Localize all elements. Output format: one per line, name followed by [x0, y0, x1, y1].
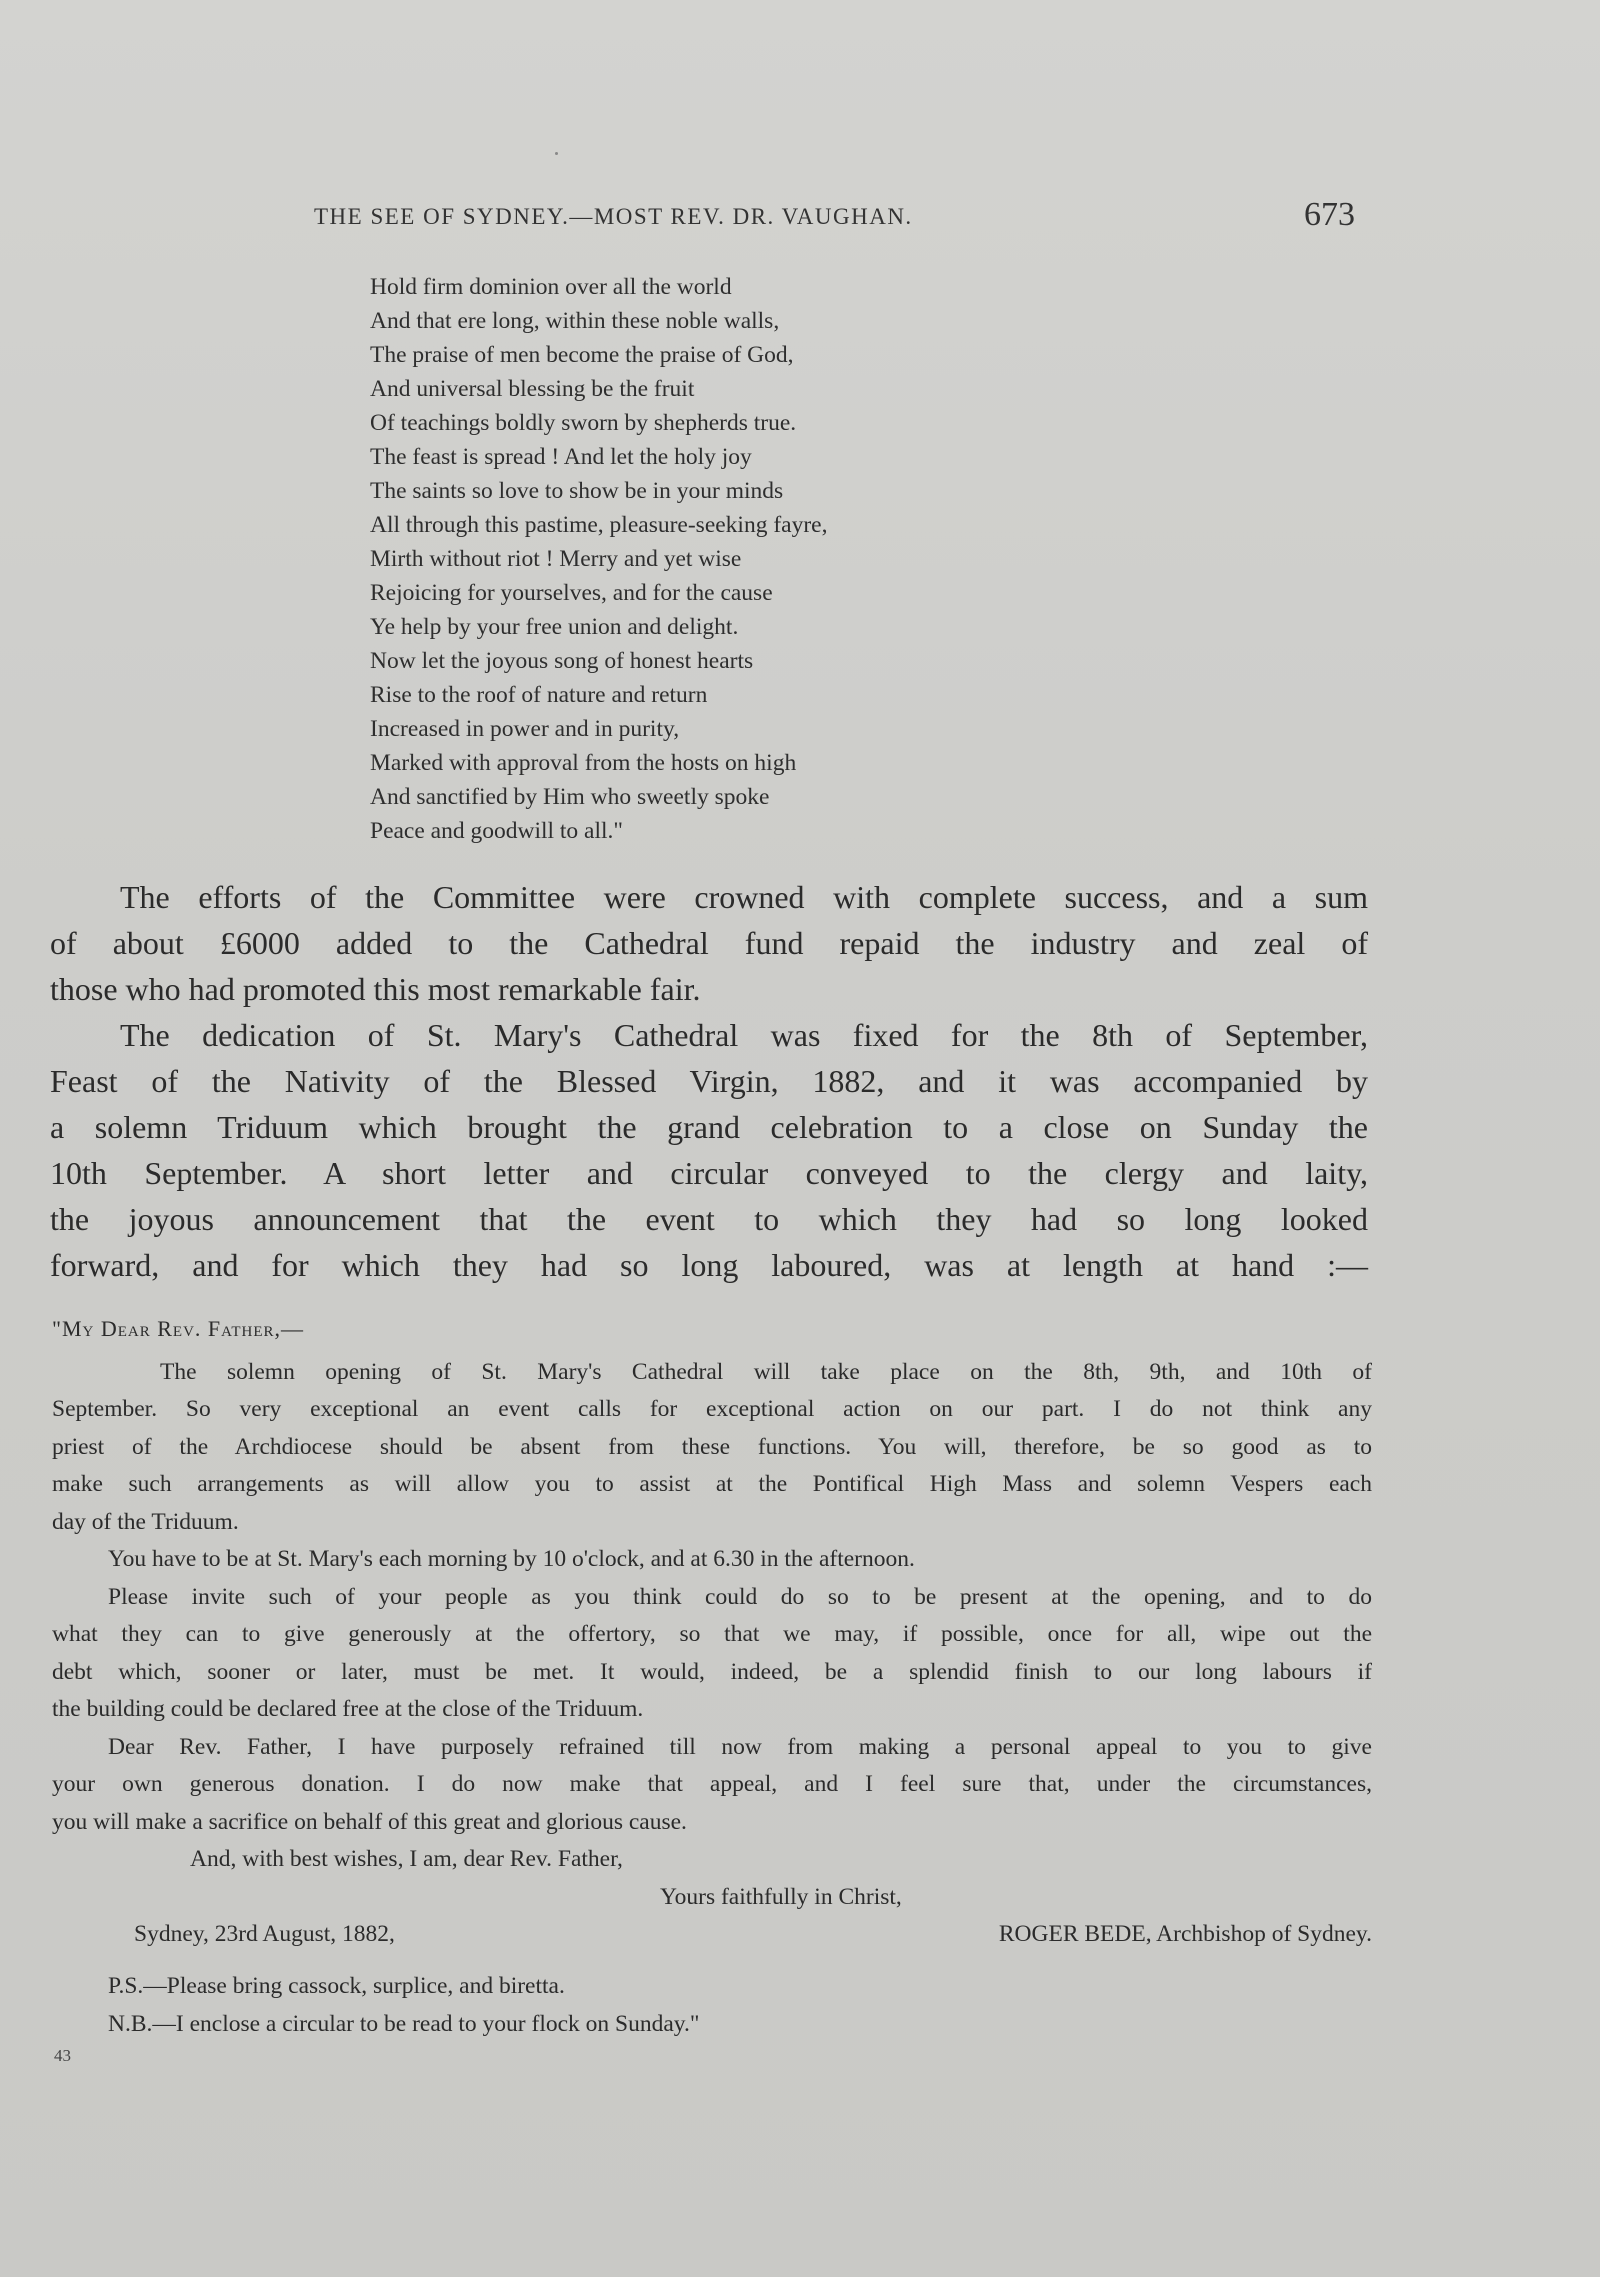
page-header — [0, 196, 1600, 236]
letter-line: You have to be at St. Mary's each morning by 10 o'clock, and at 6.30 in the afternoon. — [108, 1546, 915, 1572]
print-speck — [555, 152, 558, 155]
letter-line: what they can to give generously at the offertory, so that we may, if possible, once for all, wipe out the — [52, 1621, 1372, 1647]
poem-line: Rise to the roof of nature and return — [370, 682, 708, 708]
poem-line: The feast is spread ! And let the holy joy — [370, 444, 752, 470]
body-line: of about £6000 added to the Cathedral fund repaid the industry and zeal of — [50, 925, 1368, 961]
letter-nota-bene: N.B.—I enclose a circular to be read to your flock on Sunday." — [108, 2010, 700, 2037]
letter-signer: ROGER BEDE, Archbishop of Sydney. — [998, 1921, 1372, 1947]
poem-line: Ye help by your free union and delight. — [370, 614, 739, 640]
body-line: a solemn Triduum which brought the grand celebration to a close on Sunday the — [50, 1109, 1368, 1145]
page-number: 673 — [1304, 196, 1355, 233]
letter-postscript: P.S.—Please bring cassock, surplice, and biretta. — [108, 1973, 565, 1999]
letter-salutation: "My Dear Rev. Father,— — [52, 1316, 304, 1341]
poem-line: Peace and goodwill to all." — [370, 818, 624, 844]
body-line: the joyous announcement that the event to which they had so long looked — [50, 1201, 1368, 1237]
letter-line: make such arrangements as will allow you to assist at the Pontifical High Mass and solemn Vespers each — [52, 1471, 1372, 1497]
poem-line: Increased in power and in purity, — [370, 716, 680, 742]
body-line: forward, and for which they had so long laboured, was at length at hand :— — [50, 1247, 1368, 1283]
body-text — [50, 874, 1368, 1288]
poem-line: Now let the joyous song of honest hearts — [370, 648, 754, 674]
poem-line: The praise of men become the praise of God, — [370, 342, 794, 368]
poem-line: And that ere long, within these noble walls, — [370, 308, 780, 334]
body-line: Feast of the Nativity of the Blessed Virgin, 1882, and it was accompanied by — [50, 1063, 1368, 1099]
signature-mark: 43 — [54, 2046, 71, 2065]
letter-valediction: Yours faithfully in Christ, — [660, 1883, 902, 1910]
letter-line: the building could be declared free at the close of the Triduum. — [52, 1696, 644, 1722]
poem-line: And sanctified by Him who sweetly spoke — [370, 784, 770, 810]
body-line: 10th September. A short letter and circular conveyed to the clergy and laity, — [50, 1155, 1368, 1191]
letter-line: priest of the Archdiocese should be absent from these functions. You will, therefore, be so good as to — [52, 1433, 1372, 1460]
signature-row — [52, 1916, 1372, 1954]
letter-place-date: Sydney, 23rd August, 1882, — [134, 1921, 395, 1947]
poem-line: All through this pastime, pleasure-seeking fayre, — [370, 512, 828, 538]
poem-block — [370, 270, 1070, 848]
body-line: those who had promoted this most remarkable fair. — [50, 971, 701, 1007]
running-head: THE SEE OF SYDNEY.—MOST REV. DR. VAUGHAN. — [314, 204, 913, 229]
letter-closing: And, with best wishes, I am, dear Rev. Father, — [190, 1846, 623, 1872]
poem-line: Mirth without riot ! Merry and yet wise — [370, 546, 742, 572]
poem-line: Of teachings boldly sworn by shepherds true. — [370, 410, 797, 436]
body-line: The efforts of the Committee were crowned with complete success, and a sum — [120, 879, 1368, 915]
poem-line: Hold firm dominion over all the world — [370, 274, 732, 300]
body-line: The dedication of St. Mary's Cathedral was fixed for the 8th of September, — [120, 1017, 1368, 1053]
letter-line: Please invite such of your people as you think could do so to be present at the opening, and to do — [108, 1583, 1372, 1610]
quoted-letter — [52, 1310, 1372, 2043]
letter-line: September. So very exceptional an event calls for exceptional action on our part. I do not think any — [52, 1396, 1372, 1422]
letter-line: you will make a sacrifice on behalf of this great and glorious cause. — [52, 1808, 687, 1835]
letter-line: Dear Rev. Father, I have purposely refrained till now from making a personal appeal to you to give — [108, 1733, 1372, 1760]
letter-line: The solemn opening of St. Mary's Cathedral will take place on the 8th, 9th, and 10th of — [160, 1358, 1372, 1385]
letter-line: day of the Triduum. — [52, 1508, 239, 1535]
poem-line: Rejoicing for yourselves, and for the cause — [370, 580, 773, 606]
poem-line: The saints so love to show be in your minds — [370, 478, 784, 504]
poem-line: And universal blessing be the fruit — [370, 376, 695, 402]
poem-line: Marked with approval from the hosts on high — [370, 750, 797, 776]
letter-line: debt which, sooner or later, must be met. It would, indeed, be a splendid finish to our long labours if — [52, 1658, 1372, 1685]
letter-line: your own generous donation. I do now make that appeal, and I feel sure that, under the circumstances, — [52, 1771, 1372, 1797]
